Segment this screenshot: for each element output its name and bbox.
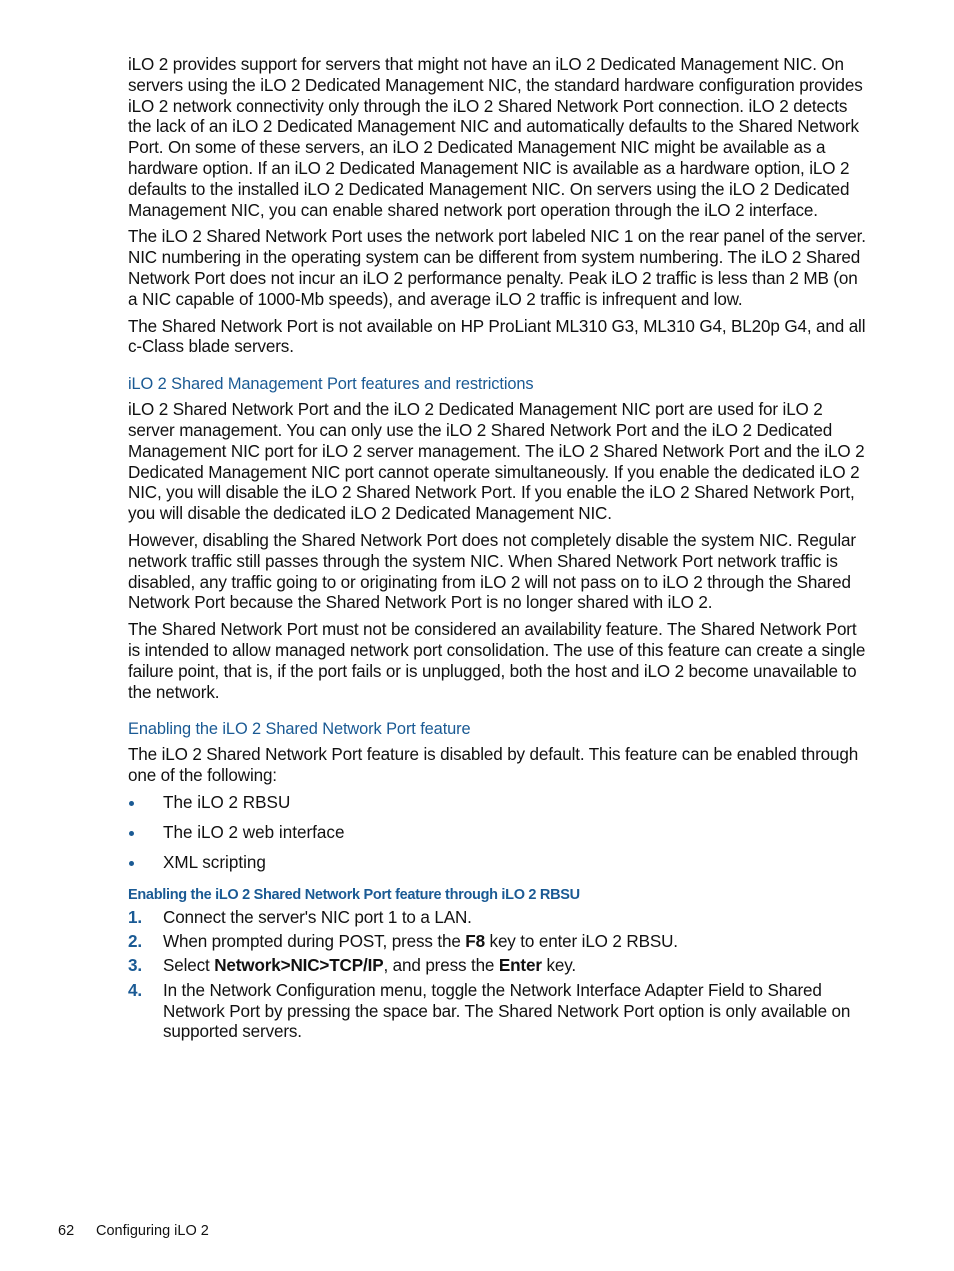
enabling-paragraph: The iLO 2 Shared Network Port feature is disabled by default. This feature can be enabled through one of the following:: [128, 745, 859, 786]
page-footer: [58, 1222, 209, 1240]
step-item: [128, 981, 870, 1043]
bullet-icon: [129, 801, 134, 806]
intro-paragraph-1: iLO 2 provides support for servers that might not have an iLO 2 Dedicated Management NIC. On servers using the iLO 2 Dedicated Management NIC, the standard hardware configuration provides iLO 2 network connectivity only through the iLO 2 Shared Network Port connection. iLO 2 detects the lack of an iLO 2 Dedicated Management NIC and automatically defaults to the Shared Network Port. On some of these servers, an iLO 2 Dedicated Management NIC might be available as a hardware option. If an iLO 2 Dedicated Management NIC is available as a hardware option, iLO 2 defaults to the installed iLO 2 Dedicated Management NIC. On servers using the iLO 2 Dedicated Management NIC, you can enable shared network port operation through the iLO 2 interface.: [128, 55, 863, 220]
step-item: [128, 908, 870, 929]
step-text-mid: , and press the: [383, 956, 499, 976]
step-text: In the Network Configuration menu, toggle the Network Interface Adapter Field to Shared Network Port by pressing the space bar. The Shared Network Port option is only available on supported servers.: [163, 980, 851, 1042]
bullet-text: XML scripting: [163, 852, 266, 872]
step-text-post: key to enter iLO 2 RBSU.: [484, 932, 678, 952]
step-text-pre: When prompted during POST, press the: [163, 932, 466, 952]
key-enter: Enter: [498, 956, 542, 976]
footer-section-title: Configuring iLO 2: [96, 1223, 209, 1239]
procedure-heading: Enabling the iLO 2 Shared Network Port feature through iLO 2 RBSU: [128, 886, 580, 903]
step-number: 2.: [128, 932, 142, 952]
document-body: [128, 55, 870, 1047]
features-paragraph-1: iLO 2 Shared Network Port and the iLO 2 Dedicated Management NIC port are used for iLO 2 server management. You can only use the iLO 2 Shared Network Port and the iLO 2 Dedicated Management NIC port for iLO 2 server management. The iLO 2 Shared Network Port and the iLO 2 Dedicated Management NIC port cannot operate simultaneously. If you enable the dedicated iLO 2 NIC, you will disable the iLO 2 Shared Network Port. If you enable the iLO 2 Shared Network Port, you will disable the dedicated iLO 2 Dedicated Management NIC.: [128, 400, 865, 524]
step-item: [128, 956, 870, 977]
list-item: [128, 853, 870, 874]
step-text: Connect the server's NIC port 1 to a LAN.: [163, 907, 472, 927]
list-item: [128, 823, 870, 844]
features-paragraph-3: The Shared Network Port must not be considered an availability feature. The Shared Network Port is intended to allow managed network port consolidation. The use of this feature can create a single failure point, that is, if the port fails or is unplugged, both the host and iLO 2 become unavailable to the network.: [128, 620, 866, 702]
intro-paragraph-3: The Shared Network Port is not available on HP ProLiant ML310 G3, ML310 G4, BL20p G4, and all c-Class blade servers.: [128, 316, 866, 357]
step-text-post: key.: [541, 956, 576, 976]
section-heading-enabling: Enabling the iLO 2 Shared Network Port feature: [128, 720, 471, 739]
procedure-steps: [128, 908, 870, 1044]
key-f8: F8: [465, 932, 485, 952]
step-number: 4.: [128, 980, 142, 1000]
bullet-text: The iLO 2 web interface: [163, 822, 345, 842]
section-heading-features: iLO 2 Shared Management Port features and restrictions: [128, 375, 534, 394]
list-item: [128, 793, 870, 814]
step-number: 3.: [128, 956, 142, 976]
bullet-icon: [129, 831, 134, 836]
menu-path: Network>NIC>TCP/IP: [214, 956, 384, 976]
step-text-pre: Select: [163, 956, 215, 976]
bullet-icon: [129, 861, 134, 866]
step-number: 1.: [128, 907, 142, 927]
intro-paragraph-2: The iLO 2 Shared Network Port uses the network port labeled NIC 1 on the rear panel of the server. NIC numbering in the operating system can be different from system numbering. The iLO 2 Shared Network Port does not incur an iLO 2 performance penalty. Peak iLO 2 traffic is less than 2 MB (on a NIC capable of 1000-Mb speeds), and average iLO 2 traffic is infrequent and low.: [128, 227, 866, 309]
page-number: 62: [58, 1223, 75, 1239]
features-paragraph-2: However, disabling the Shared Network Port does not completely disable the system NIC. Regular network traffic still passes through the system NIC. When Shared Network Port network traffic is disabled, any traffic going to or originating from iLO 2 will not pass on to iLO 2 through the Shared Network Port because the Shared Network Port is no longer shared with iLO 2.: [128, 530, 856, 613]
step-item: [128, 932, 870, 953]
bullet-text: The iLO 2 RBSU: [163, 792, 291, 812]
enable-methods-list: [128, 793, 870, 874]
